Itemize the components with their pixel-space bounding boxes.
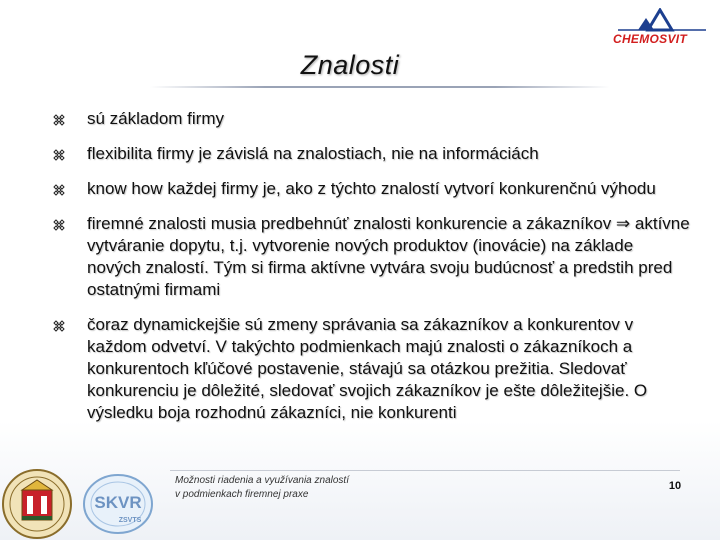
footer-caption-line2: v podmienkach firemnej praxe: [175, 489, 309, 500]
four-diamond-bullet-icon: [52, 113, 66, 127]
skvr-logo-icon: [80, 470, 160, 536]
sk-logo-text: SKVR: [94, 493, 142, 512]
four-diamond-bullet-icon: [52, 148, 66, 162]
university-crest-icon: [0, 460, 74, 540]
sk-logo-subtext: ZSVTS: [118, 517, 142, 524]
bullet-text: čoraz dynamickejšie sú zmeny správania sa zákazníkov a konkurentov v každom odvetví. V takýchto podmienkach majú znalosti o zákazníkoch a konkurentoch kľúčové postavenie, stávajú sa otázkou prežitia. Sledovať konkurenciu je dôležité, sledovať svojich zákazníkov je ešte dôležitejšie. O výsledku boja rozhodnú zákazníci, nie konkurenti: [87, 315, 648, 422]
bullet-item: [50, 143, 690, 165]
four-diamond-bullet-icon: [52, 183, 66, 197]
bullet-item: [50, 314, 690, 424]
footer-divider: [170, 470, 680, 471]
page-number: 10: [668, 480, 682, 492]
bullet-text: know how každej firmy je, ako z týchto znalostí vytvorí konkurenčnú výhodu: [87, 179, 656, 198]
bullet-text: flexibilita firmy je závislá na znalostiach, nie na informáciách: [87, 144, 539, 163]
bullet-list: [50, 108, 690, 437]
title-divider: [150, 86, 610, 88]
footer-caption: [175, 474, 455, 502]
bullet-item: [50, 178, 690, 200]
chemosvit-logo-text: CHEMOSVIT: [613, 32, 688, 46]
footer-caption-line1: Možnosti riadenia a využívania znalostí: [175, 475, 349, 486]
slide-title: Znalosti: [300, 50, 400, 80]
bullet-item: [50, 108, 690, 130]
bullet-text: sú základom firmy: [87, 109, 224, 128]
bullet-text: firemné znalosti musia predbehnúť znalosti konkurencie a zákazníkov ⇒ aktívne vytváranie dopytu, t.j. vytvorenie nových produktov (inovácie) na základe nových znalostí. Tým si firma aktívne vytvára svoju budúcnosť a predstih pred ostatnými firmami: [87, 214, 690, 299]
four-diamond-bullet-icon: [52, 319, 66, 333]
bullet-item: [50, 213, 690, 301]
four-diamond-bullet-icon: [52, 218, 66, 232]
